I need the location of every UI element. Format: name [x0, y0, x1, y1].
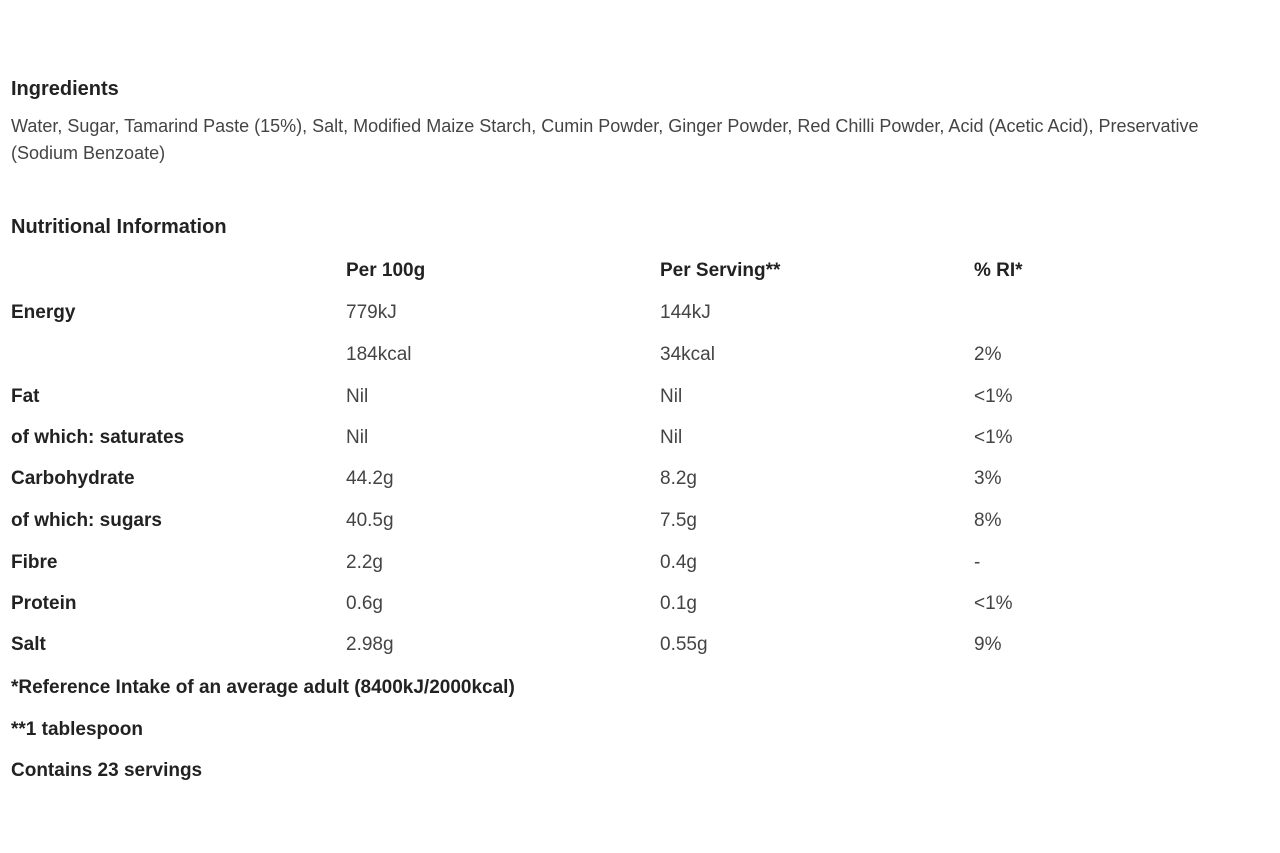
sugars-per-100g: 40.5g — [346, 510, 394, 531]
sugars-per-serving: 7.5g — [660, 510, 697, 531]
row-label-sugars: of which: sugars — [11, 510, 162, 531]
fat-per-100g: Nil — [346, 386, 369, 407]
saturates-ri: <1% — [974, 427, 1013, 448]
fat-per-serving: Nil — [660, 386, 683, 407]
row-label-saturates: of which: saturates — [11, 427, 185, 448]
energy-kcal-ri: 2% — [974, 344, 1002, 365]
salt-per-100g: 2.98g — [346, 634, 394, 655]
protein-per-100g: 0.6g — [346, 593, 383, 614]
row-label-carbohydrate: Carbohydrate — [11, 468, 135, 489]
footnote-serving-size: **1 tablespoon — [11, 719, 143, 740]
row-label-fibre: Fibre — [11, 552, 58, 573]
nutrition-heading: Nutritional Information — [11, 216, 227, 238]
saturates-per-100g: Nil — [346, 427, 369, 448]
energy-kcal-per-100g: 184kcal — [346, 344, 412, 365]
fibre-per-serving: 0.4g — [660, 552, 697, 573]
carbohydrate-per-serving: 8.2g — [660, 468, 697, 489]
protein-per-serving: 0.1g — [660, 593, 697, 614]
ingredients-heading: Ingredients — [11, 78, 119, 100]
energy-kj-per-100g: 779kJ — [346, 302, 397, 323]
ingredients-text: Water, Sugar, Tamarind Paste (15%), Salt, Modified Maize Starch, Cumin Powder, Ginger Powder, Red Chilli Powder, Acid (Acetic Acid), Preservative (Sodium Benzoate) — [11, 116, 1199, 163]
row-label-fat: Fat — [11, 386, 40, 407]
carbohydrate-per-100g: 44.2g — [346, 468, 394, 489]
row-label-energy: Energy — [11, 302, 76, 323]
protein-ri: <1% — [974, 593, 1013, 614]
salt-per-serving: 0.55g — [660, 634, 708, 655]
fibre-ri: - — [974, 552, 981, 573]
row-label-protein: Protein — [11, 593, 77, 614]
carbohydrate-ri: 3% — [974, 468, 1002, 489]
footnote-servings-count: Contains 23 servings — [11, 760, 203, 781]
energy-kj-per-serving: 144kJ — [660, 302, 711, 323]
fibre-per-100g: 2.2g — [346, 552, 383, 573]
column-header-ri: % RI* — [974, 260, 1023, 281]
sugars-ri: 8% — [974, 510, 1002, 531]
energy-kcal-per-serving: 34kcal — [660, 344, 715, 365]
row-label-salt: Salt — [11, 634, 46, 655]
saturates-per-serving: Nil — [660, 427, 683, 448]
footnote-reference-intake: *Reference Intake of an average adult (8400kJ/2000kcal) — [11, 677, 515, 698]
column-header-per-100g: Per 100g — [346, 260, 426, 281]
column-header-per-serving: Per Serving** — [660, 260, 781, 281]
fat-ri: <1% — [974, 386, 1013, 407]
salt-ri: 9% — [974, 634, 1002, 655]
